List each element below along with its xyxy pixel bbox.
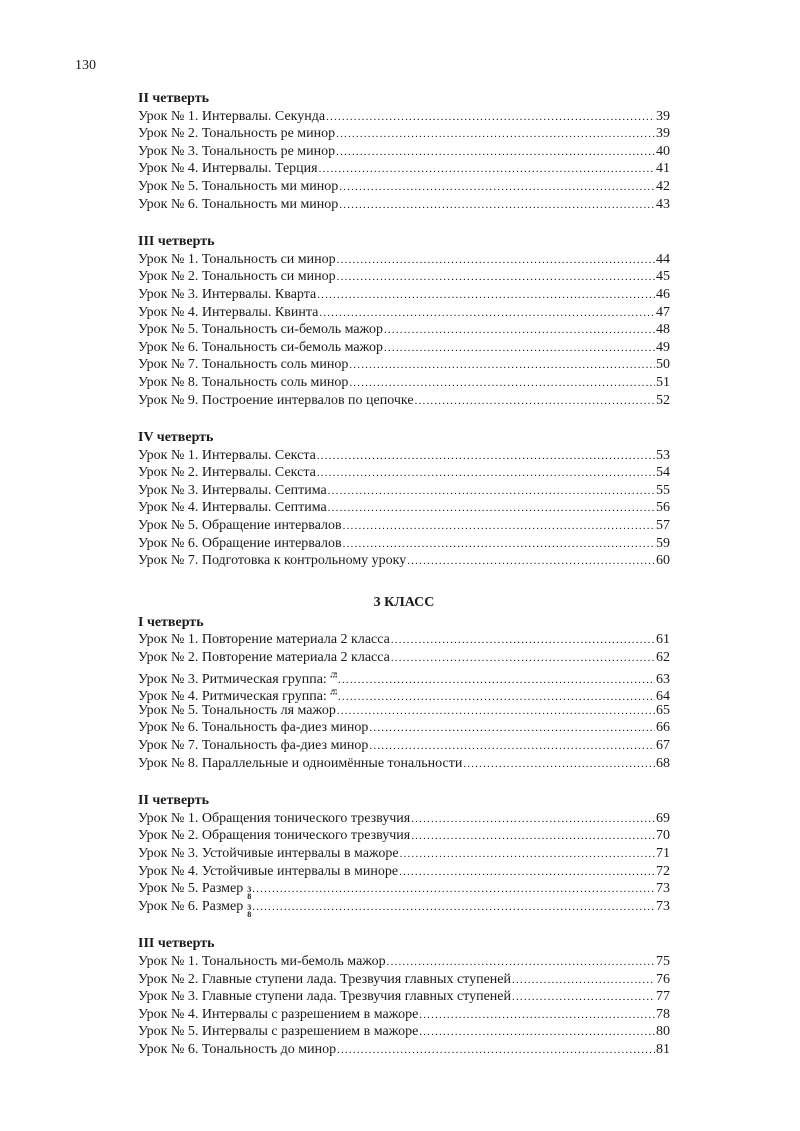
dot-leader [338,672,655,690]
toc-entry[interactable] [138,339,670,357]
toc-entry-label: Урок № 4. Устойчивые интервалы в миноре [138,863,399,879]
time-signature-top: 3 [247,902,252,912]
toc-entry[interactable] [138,251,670,269]
toc-entry-page: 73 [656,881,670,897]
toc-entry-page: 47 [656,304,670,320]
dot-leader [252,899,655,917]
toc-entry[interactable] [138,649,670,667]
toc-entry-label: Урок № 3. Ритмическая группа: [138,671,327,687]
dot-leader [317,465,655,483]
rhythm-two-sixteenths-eighth-icon [330,684,337,700]
toc-entry[interactable] [138,863,670,881]
section-title: I четверть [138,614,204,630]
dot-leader [317,448,655,466]
toc-entry[interactable] [138,447,670,465]
toc-entry-page: 78 [656,1006,670,1022]
toc-entry[interactable] [138,1006,670,1024]
dot-leader [369,738,655,756]
toc-entry-page: 69 [656,810,670,826]
toc-entry[interactable] [138,143,670,161]
toc-entry-label: Урок № 5. Интервалы с разрешением в мажоре [138,1024,419,1040]
toc-entry-label: Урок № 2. Тональность ре минор [138,126,336,142]
toc-entry[interactable] [138,392,670,410]
toc-entry-label: Урок № 7. Тональность соль минор [138,357,349,373]
section-title: IV четверть [138,430,214,446]
toc-entry[interactable] [138,304,670,322]
toc-entry-page: 52 [656,392,670,408]
toc-entry-page: 61 [656,632,670,648]
dot-leader [400,846,655,864]
toc-entry-label: Урок № 4. Интервалы. Терция [138,161,318,177]
dot-leader [337,1042,655,1060]
toc-entry[interactable] [138,755,670,773]
toc-entry-label: Урок № 1. Тональность ми-бемоль мажор [138,953,386,969]
toc-entry-label: Урок № 5. Обращение интервалов [138,518,342,534]
dot-leader [384,340,655,358]
toc-entry-page: 63 [656,671,670,687]
toc-entry-page: 51 [656,374,670,390]
time-signature [247,904,251,918]
section-title: III четверть [138,234,215,250]
toc-entry-label: Урок № 2. Обращения тонического трезвучия [138,828,411,844]
toc-entry[interactable] [138,898,670,919]
dot-leader [343,518,655,536]
toc-entry[interactable] [138,535,670,553]
toc-entry[interactable] [138,1023,670,1041]
toc-entry-page: 60 [656,553,670,569]
toc-entry-page: 81 [656,1041,670,1057]
toc-entry[interactable] [138,464,670,482]
toc-entry-label: Урок № 2. Главные ступени лада. Трезвучия главных ступеней [138,971,512,987]
toc-entry[interactable] [138,160,670,178]
toc-entry[interactable] [138,374,670,392]
dot-leader [339,179,655,197]
toc-entry-page: 76 [656,971,670,987]
toc-entry[interactable] [138,196,670,214]
dot-leader [387,954,655,972]
toc-entry-label: Урок № 2. Интервалы. Секста [138,465,316,481]
toc-entry-page: 70 [656,828,670,844]
time-signature-bottom: 8 [247,909,252,919]
toc-entry-label: Урок № 5. Тональность ля мажор [138,702,336,718]
toc-entry-label: Урок № 6. Тональность си-бемоль мажор [138,339,383,355]
dot-leader [512,989,655,1007]
toc-entry-label: Урок № 7. Подготовка к контрольному уроку [138,553,407,569]
dot-leader [337,252,655,270]
toc-entry[interactable] [138,827,670,845]
toc-entry-page: 66 [656,720,670,736]
toc-entry-page: 68 [656,755,670,771]
toc-entry-label: Урок № 6. Тональность до минор [138,1041,337,1057]
dot-leader [391,650,655,668]
toc-entry-label: Урок № 4. Ритмическая группа: [138,689,327,705]
toc-entry-label: Урок № 9. Построение интервалов по цепочке [138,392,414,408]
toc-entry[interactable] [138,737,670,755]
table-of-contents [138,90,670,1079]
toc-entry-label: Урок № 3. Тональность ре минор [138,143,336,159]
toc-entry-label: Урок № 7. Тональность фа-диез минор [138,738,369,753]
toc-section [138,935,670,1058]
toc-entry-label: Урок № 2. Повторение материала 2 класса [138,650,390,666]
dot-leader [369,720,655,738]
toc-entry-page: 49 [656,339,670,355]
toc-entry-page: 53 [656,447,670,463]
toc-entry-label: Урок № 8. Параллельные и одноимённые тональности [138,755,463,771]
toc-section [138,792,670,919]
dot-leader [411,811,655,829]
toc-section [138,429,670,570]
rhythm-eighth-two-sixteenths-icon [330,667,337,683]
class-heading: 3 КЛАСС [373,594,435,610]
toc-entry[interactable] [138,880,670,902]
section-title: II четверть [138,793,210,809]
dot-leader [326,109,655,127]
toc-entry-page: 67 [656,738,670,753]
dot-leader [415,393,655,411]
toc-entry-page: 55 [656,482,670,498]
toc-entry-page: 65 [656,702,670,718]
toc-entry[interactable] [138,321,670,339]
dot-leader [252,881,655,899]
toc-entry-page: 42 [656,178,670,194]
dot-leader [317,287,655,305]
dot-leader [336,144,655,162]
toc-entry-page: 77 [656,989,670,1005]
toc-entry[interactable] [138,268,670,286]
toc-entry[interactable] [138,125,670,143]
dot-leader [411,828,655,846]
toc-entry-label: Урок № 6. Тональность фа-диез минор [138,720,369,736]
dot-leader [512,972,655,990]
dot-leader [319,305,655,323]
dot-leader [419,1007,655,1025]
toc-entry[interactable] [138,178,670,196]
toc-entry-label: Урок № 3. Устойчивые интервалы в мажоре [138,845,399,861]
toc-entry[interactable] [138,971,670,989]
toc-entry[interactable] [138,517,670,535]
toc-entry[interactable] [138,667,670,685]
toc-entry-page: 39 [656,126,670,142]
dot-leader [343,536,655,554]
toc-section [138,233,670,409]
dot-leader [336,126,655,144]
toc-entry-label: Урок № 3. Интервалы. Кварта [138,286,317,302]
toc-entry-page: 40 [656,143,670,159]
dot-leader [319,161,655,179]
toc-entry-page: 73 [656,898,670,914]
toc-entry-label: Урок № 6. Размер [138,898,244,914]
toc-entry-label: Урок № 4. Интервалы. Септима [138,500,327,516]
section-title: II четверть [138,91,210,106]
toc-entry-page: 64 [656,689,670,705]
toc-entry-label: Урок № 1. Обращения тонического трезвучия [138,810,411,826]
toc-entry-label: Урок № 5. Тональность си-бемоль мажор [138,322,383,338]
dot-leader [407,553,655,571]
toc-entry-page: 48 [656,322,670,338]
toc-entry[interactable] [138,988,670,1006]
time-signature-bottom: 8 [247,892,252,902]
toc-entry-page: 45 [656,269,670,285]
toc-entry-label: Урок № 4. Интервалы с разрешением в мажоре [138,1006,419,1022]
dot-leader [399,864,655,882]
toc-entry[interactable] [138,845,670,863]
dot-leader [384,322,655,340]
toc-entry-label: Урок № 4. Интервалы. Квинта [138,304,319,320]
toc-entry-page: 41 [656,161,670,177]
toc-section [138,614,670,772]
toc-entry-label: Урок № 8. Тональность соль минор [138,374,349,390]
toc-entry[interactable] [138,552,670,570]
toc-section [138,90,670,213]
toc-entry[interactable] [138,482,670,500]
toc-entry[interactable] [138,702,670,720]
toc-entry[interactable] [138,499,670,517]
toc-entry-label: Урок № 1. Интервалы. Секунда [138,108,326,124]
dot-leader [463,756,655,774]
toc-entry[interactable] [138,631,670,649]
toc-entry-page: 44 [656,251,670,267]
toc-entry-page: 59 [656,535,670,551]
toc-entry[interactable] [138,719,670,737]
toc-entry-label: Урок № 1. Повторение материала 2 класса [138,632,390,648]
toc-entry-page: 72 [656,863,670,879]
section-title: III четверть [138,936,215,952]
toc-entry[interactable] [138,286,670,304]
toc-entry-label: Урок № 1. Интервалы. Секста [138,447,316,463]
toc-entry[interactable] [138,953,670,971]
toc-entry-page: 57 [656,518,670,534]
toc-entry-label: Урок № 2. Тональность си минор [138,269,336,285]
toc-entry-page: 46 [656,286,670,302]
dot-leader [328,483,655,501]
toc-entry[interactable] [138,1041,670,1059]
toc-entry-page: 75 [656,953,670,969]
toc-entry[interactable] [138,356,670,374]
toc-entry[interactable] [138,810,670,828]
toc-entry-page: 80 [656,1024,670,1040]
dot-leader [349,357,655,375]
toc-entry[interactable] [138,108,670,126]
toc-entry-page: 54 [656,465,670,481]
toc-entry-label: Урок № 5. Тональность ми минор [138,178,339,194]
dot-leader [391,632,655,650]
dot-leader [328,500,655,518]
toc-entry-page: 56 [656,500,670,516]
dot-leader [337,703,655,721]
dot-leader [339,197,655,215]
toc-entry-page: 62 [656,650,670,666]
toc-entry-label: Урок № 3. Интервалы. Септима [138,482,327,498]
toc-entry-page: 71 [656,845,670,861]
page-number: 130 [75,58,96,73]
toc-entry-label: Урок № 3. Главные ступени лада. Трезвучия главных ступеней [138,989,512,1005]
toc-entry-label: Урок № 6. Тональность ми минор [138,196,339,212]
toc-entry-page: 50 [656,357,670,373]
toc-entry-label: Урок № 5. Размер [138,881,244,897]
toc-entry-label: Урок № 6. Обращение интервалов [138,535,342,551]
toc-entry-page: 39 [656,108,670,124]
time-signature-top: 3 [247,885,252,895]
toc-entry-page: 43 [656,196,670,212]
toc-entry-label: Урок № 1. Тональность си минор [138,251,336,267]
dot-leader [419,1024,655,1042]
time-signature [247,886,251,900]
dot-leader [337,269,655,287]
dot-leader [349,375,655,393]
